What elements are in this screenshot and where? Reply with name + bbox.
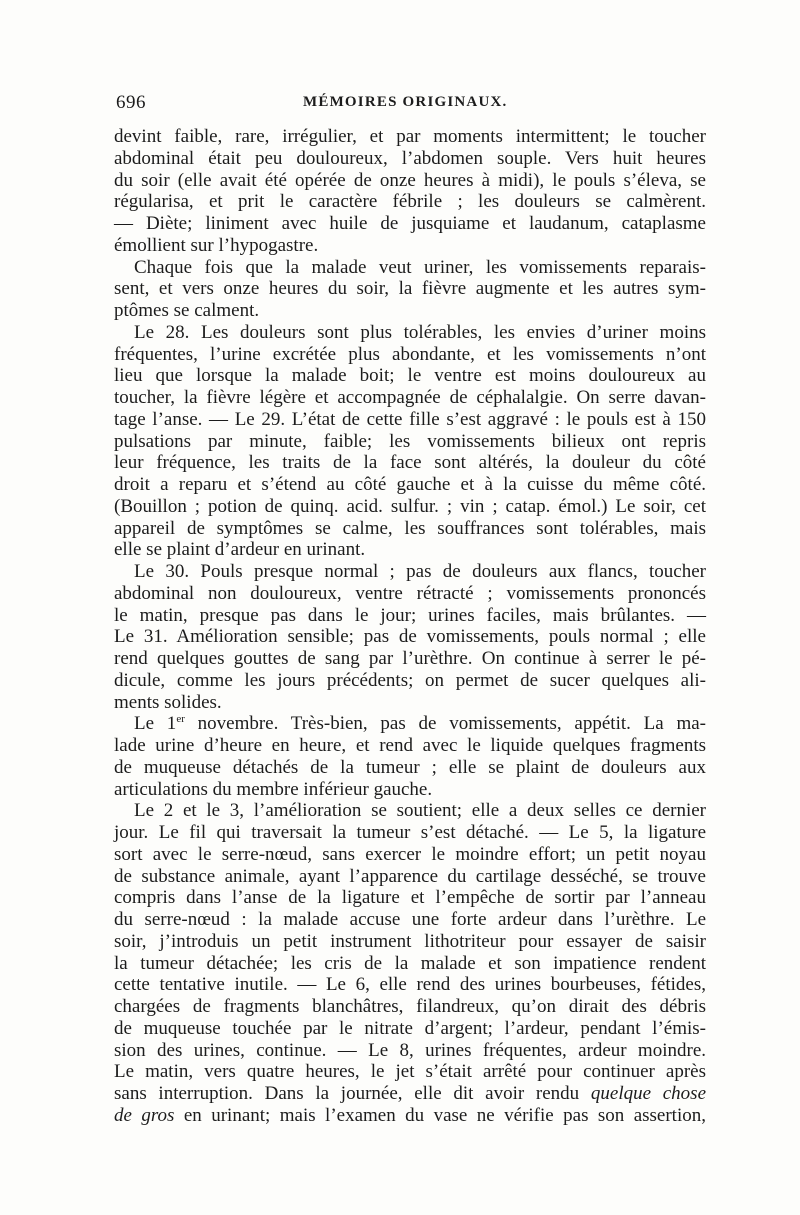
line-text: — Diète; liniment avec huile de jusquiame et laudanum, cataplasme [114,213,706,234]
text-line [114,474,706,496]
line-text: dicule, comme les jours précédents; on permet de sucer quelques ali- [114,669,706,691]
line-text: Le 1 [134,713,177,735]
text-line [114,1105,706,1127]
text-line [114,235,706,257]
line-text: de muqueuse détachés de la tumeur ; elle se plaint de douleurs aux [114,756,706,778]
line-text: la tumeur détachée; les cris de la malade et son impatience rendent [114,952,706,974]
text-line [114,257,706,279]
text-line [114,518,706,540]
line-text: du soir (elle avait été opérée de onze heures à midi), le pouls s’éleva, se [114,169,706,191]
text-line [114,735,706,757]
line-text: compris dans l’anse de la ligature et l’empêche de sortir par l’anneau [114,887,706,909]
text-line [114,126,706,148]
text-line [114,974,706,996]
text-line [114,953,706,975]
superscript: er [176,713,185,726]
text-line [114,1018,706,1040]
line-text: de substance animale, ayant l’apparence du cartilage desséché, se trouve [114,865,706,887]
text-line [114,800,706,822]
text-line [114,496,706,518]
line-text: Chaque fois que la malade veut uriner, les vomissements reparais- [134,256,706,278]
text-line [114,344,706,366]
line-text: soir, j’introduis un petit instrument lithotriteur pour essayer de saisir [114,930,706,952]
italic-text: de gros [114,1104,175,1126]
line-text: sort avec le serre-nœud, sans exercer le moindre effort; un petit noyau [114,843,706,865]
text-line [114,213,706,235]
line-text: ptômes se calment. [114,300,260,321]
text-line [114,822,706,844]
line-text: jour. Le fil qui traversait la tumeur s’est détaché. — Le 5, la ligature [114,822,706,843]
text-line [114,322,706,344]
line-text: cette tentative inutile. — Le 6, elle rend des urines bourbeuses, fétides, [114,974,706,996]
line-text: abdominal non douloureux, ventre rétracté ; vomissements prononcés [114,582,706,604]
text-line [114,148,706,170]
text-line [114,1040,706,1062]
line-text: de muqueuse touchée par le nitrate d’argent; l’ardeur, pendant l’émis- [114,1017,706,1039]
line-text: lieu que lorsque la malade boit; le ventre est moins douloureux au [114,365,706,387]
line-text: régularisa, et prit le caractère fébrile ; les douleurs se calmèrent. [114,191,706,213]
line-text: appareil de symptômes se calme, les souffrances sont tolérables, mais [114,517,706,539]
text-line [114,779,706,801]
line-text: émollient sur l’hypogastre. [114,234,319,256]
text-line [114,409,706,431]
text-line [114,909,706,931]
text-line [114,648,706,670]
text-line [114,887,706,909]
running-title: MÉMOIRES ORIGINAUX. [303,94,508,110]
text-line [114,539,706,561]
line-text: rend quelques gouttes de sang par l’urèthre. On continue à serrer le pé- [114,648,706,669]
text-line [114,757,706,779]
text-line [114,844,706,866]
line-text: Le 28. Les douleurs sont plus tolérables, les envies d’uriner moins [134,321,706,343]
text-line [114,713,706,735]
text-line [114,996,706,1018]
line-text: Le 30. Pouls presque normal ; pas de douleurs aux flancs, toucher [134,561,706,582]
text-line [114,583,706,605]
text-line [114,300,706,322]
line-text: sent, et vers onze heures du soir, la fièvre augmente et les autres sym- [114,278,706,300]
text-line [114,278,706,300]
line-text: en urinant; mais l’examen du vase ne vérifie pas son assertion, [174,1104,706,1126]
line-text: chargées de fragments blanchâtres, filandreux, qu’on dirait des débris [114,996,706,1017]
line-text: tage l’anse. — Le 29. L’état de cette fille s’est aggravé : le pouls est à 150 [114,408,706,430]
line-text: Le matin, vers quatre heures, le jet s’était arrêté pour continuer après [114,1061,706,1083]
italic-text: quelque chose [590,1083,707,1104]
text-line [114,605,706,627]
line-text: fréquentes, l’urine excrétée plus abondante, et les vomissements n’ont [114,343,706,365]
line-text: leur fréquence, les traits de la face sont altérés, la douleur du côté [114,452,706,474]
line-text: articulations du membre inférieur gauche. [114,778,433,800]
text-line [114,1083,706,1105]
text-line [114,191,706,213]
text-line [114,452,706,474]
line-text: droit a reparu et s’étend au côté gauche et à la cuisse du même côté. [114,474,706,495]
text-line [114,670,706,692]
line-text: abdominal était peu douloureux, l’abdomen souple. Vers huit heures [114,147,706,169]
page-header [116,92,706,120]
line-text: pulsations par minute, faible; les vomissements bilieux ont repris [114,430,706,452]
line-text: Le 2 et le 3, l’amélioration se soutient; elle a deux selles ce dernier [134,800,706,822]
line-text: du serre-nœud : la malade accuse une forte ardeur dans l’urèthre. Le [114,909,706,930]
line-text: toucher, la fièvre légère et accompagnée de céphalalgie. On serre davan- [114,387,706,408]
text-line [114,626,706,648]
text-line [114,365,706,387]
line-text: elle se plaint d’ardeur en urinant. [114,539,366,561]
page-number: 696 [116,92,146,113]
text-line [114,931,706,953]
text-line [114,431,706,453]
line-text: novembre. Très-bien, pas de vomissements, appétit. La ma- [184,713,706,735]
line-text: sion des urines, continue. — Le 8, urines fréquentes, ardeur moindre. [114,1039,706,1061]
line-text: sans interruption. Dans la journée, elle dit avoir rendu [114,1083,591,1104]
body-text [114,126,706,1127]
text-line [114,170,706,192]
line-text: (Bouillon ; potion de quinq. acid. sulfur. ; vin ; catap. émol.) Le soir, cet [114,495,706,517]
line-text: Le 31. Amélioration sensible; pas de vomissements, pouls normal ; elle [114,626,706,648]
line-text: lade urine d’heure en heure, et rend avec le liquide quelques fragments [114,735,706,756]
text-line [114,1061,706,1083]
text-line [114,561,706,583]
line-text: devint faible, rare, irrégulier, et par moments intermittent; le toucher [114,126,706,147]
text-line [114,866,706,888]
text-line [114,387,706,409]
line-text: le matin, presque pas dans le jour; urines faciles, mais brûlantes. — [114,604,706,626]
line-text: ments solides. [114,691,222,713]
text-line [114,692,706,714]
